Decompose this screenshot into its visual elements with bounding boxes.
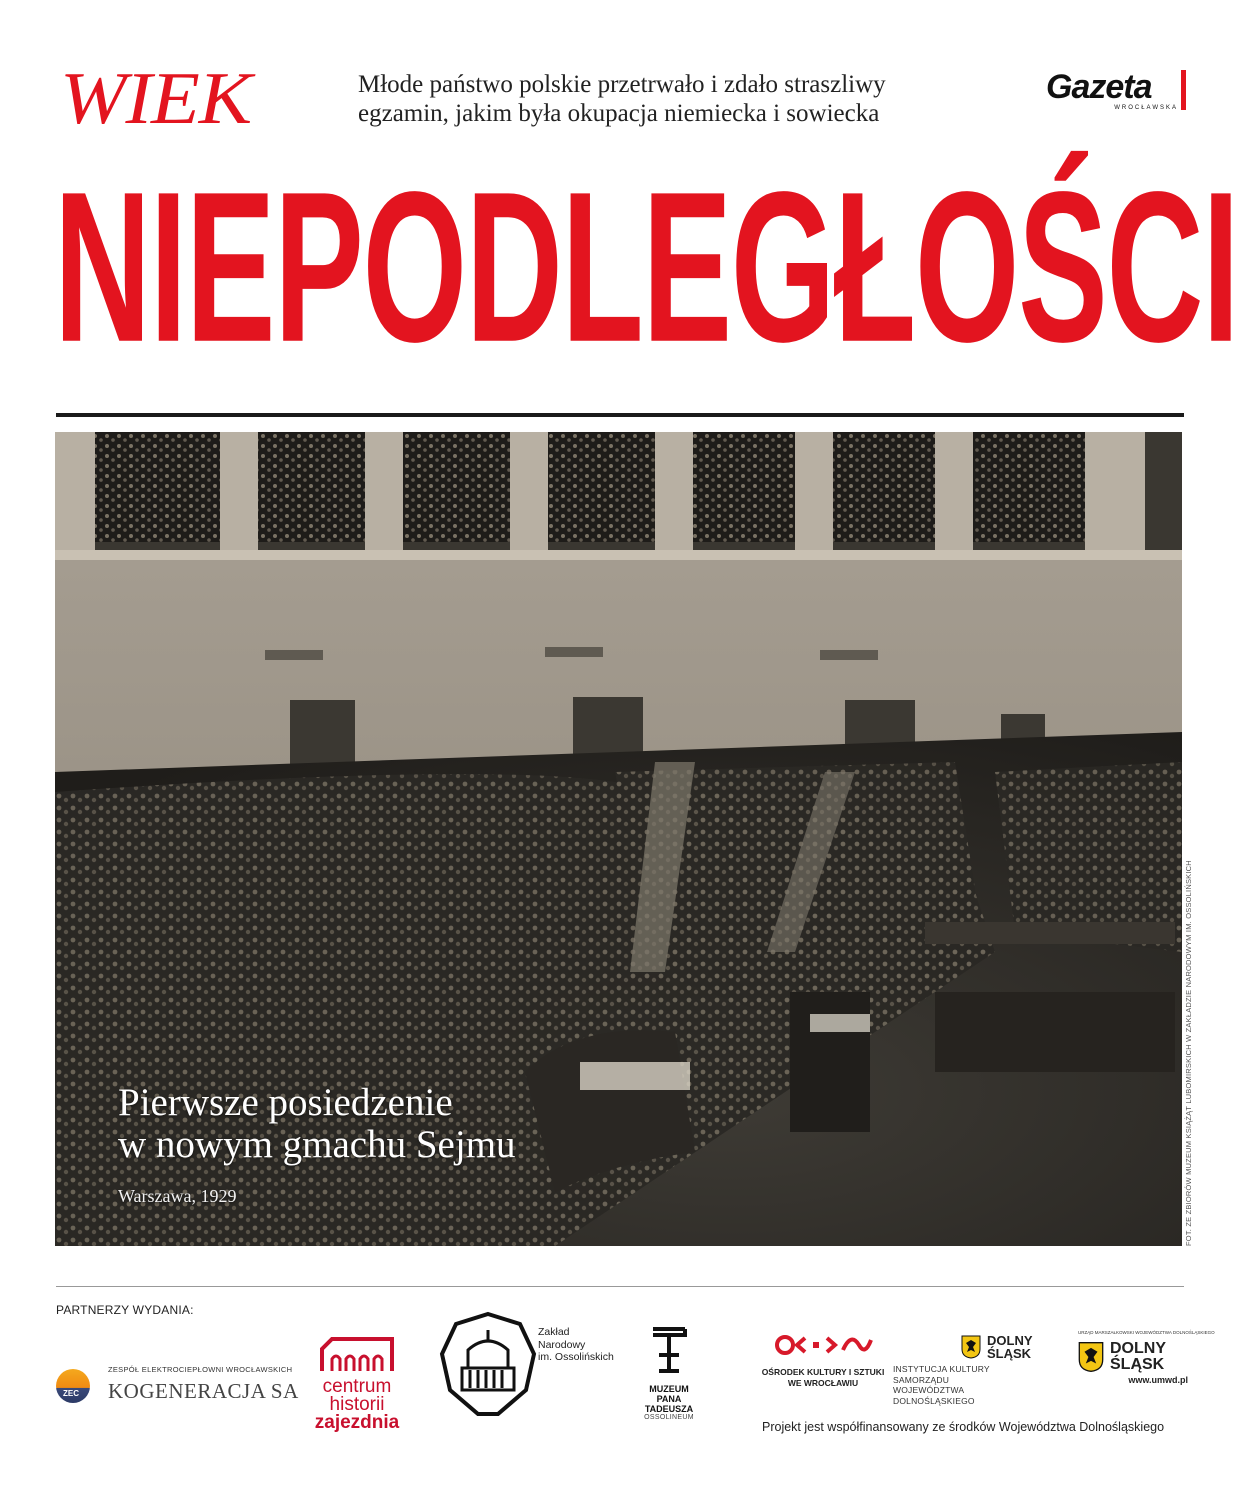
publisher-city: WROCŁAWSKA (1114, 105, 1178, 111)
photo-credit: FOT. ZE ZBIORÓW MUZEUM KSIĄŻĄT LUBOMIRSKICH W ZAKŁADZIE NARODOWYM IM. OSSOLIŃSKICH (1184, 860, 1193, 1246)
subtitle-line-1: Młode państwo polskie przetrwało i zdało straszliwy (358, 71, 886, 98)
ossolineum-seal-icon (438, 1310, 538, 1420)
umwd-url: www.umwd.pl (1128, 1375, 1188, 1385)
footer-divider (56, 1286, 1184, 1287)
okis-name (760, 1367, 886, 1388)
masthead-kicker: WIEK (60, 58, 252, 140)
dolny-brand-1: DOLNY (987, 1333, 1033, 1348)
zec-mark-icon (56, 1369, 90, 1403)
dolny-instytucja-line-2: WOJEWÓDZTWA DOLNOŚLĄSKIEGO (893, 1385, 975, 1406)
ossolineum-text (538, 1326, 614, 1364)
muzeum-name (643, 1384, 695, 1414)
muzeum-line-1: MUZEUM (649, 1384, 689, 1394)
photo-caption-title (118, 1082, 678, 1166)
okis-logo (760, 1334, 886, 1394)
zajezdnia-arches-icon (312, 1333, 402, 1373)
gazeta-wroclawska-logo (1046, 70, 1186, 120)
dolny-slask-instytucja-logo (893, 1333, 1043, 1406)
header-divider (56, 413, 1184, 417)
caption-line-1: Pierwsze posiedzenie (118, 1081, 453, 1124)
zec-kogeneracja-logo (56, 1365, 299, 1415)
dolny-instytucja-text (893, 1364, 1043, 1406)
partners-label: PARTNERZY WYDANIA: (56, 1303, 194, 1317)
ossolineum-line-1: Zakład (538, 1326, 570, 1338)
muzeum-t-mark-icon (649, 1325, 689, 1375)
publisher-name: Gazeta (1046, 68, 1152, 106)
dolny-brand-2: ŚLĄSK (987, 1346, 1032, 1361)
eagle-shield-icon (1078, 1341, 1104, 1373)
ossolineum-line-2: Narodowy (538, 1338, 586, 1351)
umwd-brand (1078, 1341, 1188, 1373)
muzeum-line-2: PANA (656, 1394, 682, 1404)
zec-main-text: KOGENERACJA SA (108, 1379, 299, 1403)
caption-line-2: w nowym gmachu Sejmu (118, 1123, 516, 1166)
umwd-top-text: URZĄD MARSZAŁKOWSKI WOJEWÓDZTWA DOLNOŚLĄSKIEGO (1078, 1330, 1215, 1335)
dolny-instytucja-line-1: INSTYTUCJA KULTURY SAMORZĄDU (893, 1364, 990, 1385)
muzeum-line-3: TADEUSZA (644, 1404, 694, 1414)
okis-line-1: OŚRODEK KULTURY I SZTUKI (761, 1367, 885, 1377)
page-title: NIEPODLEGŁOŚCI (54, 146, 1239, 387)
subtitle-line-2: egzamin, jakim była okupacja niemiecka i sowiecka (358, 100, 880, 127)
eagle-shield-icon (961, 1335, 981, 1359)
ossolineum-line-3: im. Ossolińskich (538, 1351, 614, 1363)
okis-mark-icon (773, 1334, 873, 1356)
centrum-historii-zajezdnia-logo (312, 1333, 402, 1433)
zec-badge: ZEC (63, 1389, 79, 1398)
centrum-line-1: centrum (322, 1376, 392, 1397)
umwd-brand-2: ŚLĄSK (1110, 1356, 1165, 1373)
centrum-line-3: zajezdnia (314, 1412, 400, 1433)
photo-caption-place-date: Warszawa, 1929 (118, 1186, 237, 1206)
masthead-subtitle (358, 70, 978, 128)
centrum-line-2: historii (329, 1394, 385, 1415)
muzeum-line-4: OSSOLINEUM (644, 1414, 694, 1421)
muzeum-pana-tadeusza-logo (643, 1325, 695, 1435)
okis-line-2: WE WROCŁAWIU (787, 1377, 859, 1388)
umwd-dolny-slask-logo (1078, 1330, 1215, 1410)
publisher-accent-bar (1181, 70, 1186, 110)
dolny-slask-brand (961, 1334, 1043, 1360)
ossolineum-logo (430, 1304, 632, 1428)
zec-top-text: ZESPÓŁ ELEKTROCIEPŁOWNI WROCŁAWSKICH (108, 1365, 293, 1374)
funding-note: Projekt jest współfinansowany ze środków Województwa Dolnośląskiego (762, 1420, 1165, 1434)
umwd-brand-1: DOLNY (1110, 1340, 1166, 1357)
